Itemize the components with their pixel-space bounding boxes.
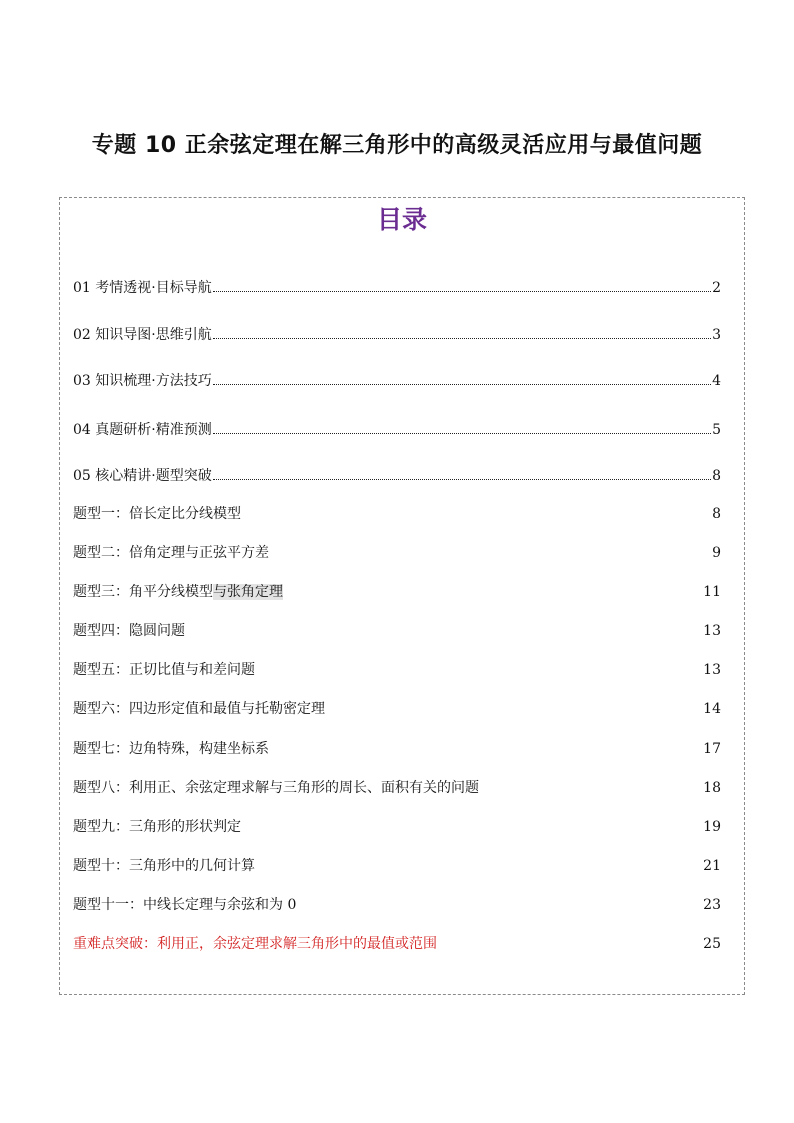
toc-entry-page: 11 [703,584,721,600]
toc-entry-label: 01 考情透视·目标导航 [73,280,212,296]
toc-entry-label: 题型十：三角形中的几何计算 [73,858,255,874]
toc-entry-label: 题型七：边角特殊，构建坐标系 [73,741,269,757]
toc-entry-page: 8 [712,468,721,484]
toc-entry-page: 18 [703,780,721,796]
toc-entry-label: 题型八：利用正、余弦定理求解与三角形的周长、面积有关的问题 [73,780,479,796]
toc-entry-type-2[interactable] [73,543,721,563]
toc-entry-type-6[interactable] [73,699,721,719]
toc-entry-page: 17 [703,741,721,757]
toc-entry-label: 题型九：三角形的形状判定 [73,819,241,835]
toc-entry-section-3[interactable] [73,370,721,390]
toc-entry-type-1[interactable] [73,504,721,524]
toc-entry-type-3[interactable] [73,582,721,602]
toc-entry-page: 13 [703,662,721,678]
toc-entry-label: 题型六：四边形定值和最值与托勒密定理 [73,701,325,717]
toc-entry-label: 题型十一：中线长定理与余弦和为 0 [73,897,297,913]
toc-entry-label: 02 知识导图·思维引航 [73,327,212,343]
toc-entry-page: 8 [712,506,721,522]
dot-leader [213,419,711,434]
text-highlight: 与张角定理 [213,584,283,600]
toc-entry-type-8[interactable] [73,778,721,798]
toc-entry-type-5[interactable] [73,660,721,680]
toc-entry-label: 03 知识梳理·方法技巧 [73,373,212,389]
toc-entry-label: 题型一：倍长定比分线模型 [73,506,241,522]
toc-entry-type-7[interactable] [73,739,721,759]
dot-leader [213,277,711,292]
toc-entry-label: 题型二：倍角定理与正弦平方差 [73,545,269,561]
toc-entry-label: 04 真题研析·精准预测 [73,422,212,438]
toc-entry-page: 5 [712,422,721,438]
toc-entry-label: 重难点突破：利用正，余弦定理求解三角形中的最值或范围 [73,936,437,952]
toc-entry-section-4[interactable] [73,419,721,439]
toc-entry-type-9[interactable] [73,817,721,837]
toc-entry-page: 13 [703,623,721,639]
toc-entry-label: 05 核心精讲·题型突破 [73,468,212,484]
toc-heading: 目录 [376,205,427,234]
toc-entry-label: 题型三：角平分线模型与张角定理 [73,584,283,600]
toc-entry-type-10[interactable] [73,856,721,876]
toc-entry-page: 3 [712,327,721,343]
toc-entry-page: 9 [712,545,721,561]
toc-entry-page: 23 [703,897,721,913]
toc-entry-section-1[interactable] [73,277,721,297]
table-of-contents [59,197,745,995]
toc-entry-page: 2 [712,280,721,296]
toc-entry-page: 25 [703,936,721,952]
toc-entry-label: 题型五：正切比值与和差问题 [73,662,255,678]
toc-entry-page: 21 [703,858,721,874]
document-title: 专题 10 正余弦定理在解三角形中的高级灵活应用与最值问题 [91,133,703,158]
toc-entry-type-11[interactable] [73,895,721,915]
toc-entry-section-5[interactable] [73,465,721,485]
toc-entry-page: 4 [712,373,721,389]
toc-entry-page: 19 [703,819,721,835]
toc-entry-key-difficulty[interactable] [73,934,721,954]
dot-leader [213,370,711,385]
toc-entry-page: 14 [703,701,721,717]
toc-entry-type-4[interactable] [73,621,721,641]
toc-entry-section-2[interactable] [73,324,721,344]
dot-leader [213,465,711,480]
toc-entry-label: 题型四：隐圆问题 [73,623,185,639]
dot-leader [213,324,711,339]
